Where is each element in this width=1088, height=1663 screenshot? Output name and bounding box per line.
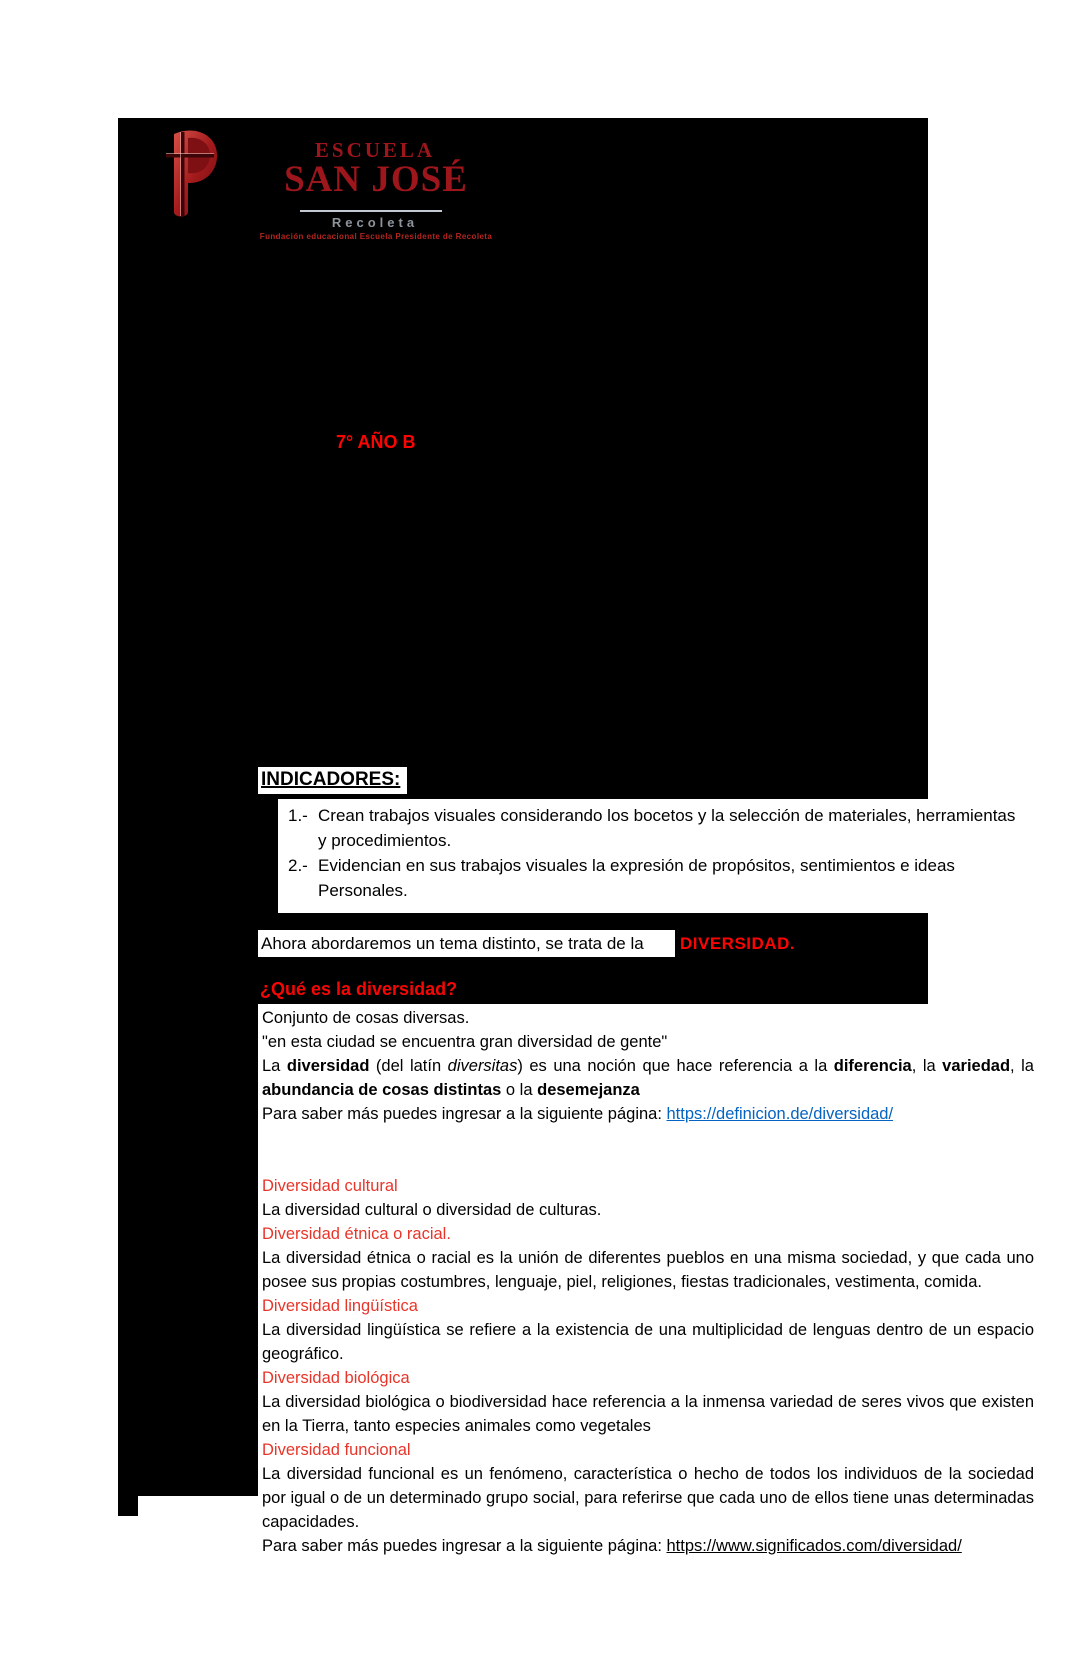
school-name: SAN JOSÉ bbox=[284, 159, 468, 200]
diversidad-highlight: DIVERSIDAD. bbox=[680, 934, 796, 953]
intro-sentence: Ahora abordaremos un tema distinto, se trata de la bbox=[258, 930, 675, 957]
school-label: ESCUELA bbox=[314, 138, 436, 162]
list-item bbox=[278, 853, 1040, 903]
indicators-title: INDICADORES: bbox=[261, 769, 401, 790]
school-foundation-line: Fundación educacional Escuela Presidente de Recoleta bbox=[259, 232, 493, 241]
school-logo bbox=[160, 126, 493, 241]
question-heading: ¿Qué es la diversidad? bbox=[260, 979, 458, 999]
school-location: Recoleta bbox=[331, 215, 419, 230]
definicion-link[interactable]: https://definicion.de/diversidad/ bbox=[666, 1105, 894, 1123]
list-item-number: 2.- bbox=[288, 856, 308, 875]
blank-space bbox=[262, 1126, 1034, 1174]
definition-paragraph: La diversidad (del latín diversitas) es una noción que hace referencia a la diferencia, la variedad, la abundancia de cosas distintas o la desemejanza bbox=[262, 1057, 1034, 1099]
more-info-line: Para saber más puedes ingresar a la siguiente página: https://www.significados.com/diversidad/ bbox=[262, 1537, 962, 1555]
list-item-text: Evidencian en sus trabajos visuales la expresión de propósitos, sentimientos e ideas Personales. bbox=[318, 856, 955, 900]
section-heading: Diversidad biológica bbox=[262, 1369, 410, 1387]
logo-divider bbox=[300, 210, 442, 212]
section-heading: Diversidad étnica o racial. bbox=[262, 1225, 451, 1243]
section-body: La diversidad cultural o diversidad de culturas. bbox=[262, 1201, 602, 1219]
section-body: La diversidad lingüística se refiere a la existencia de una multiplicidad de lenguas dentro de un espacio geográfico. bbox=[262, 1321, 1034, 1363]
content-box bbox=[258, 1004, 1040, 1609]
section-body: La diversidad étnica o racial es la unión de diferentes pueblos en una misma sociedad, y que cada uno posee sus propias costumbres, lenguaje, piel, religiones, fiestas tradicionales, vestimenta, comida. bbox=[262, 1249, 1034, 1291]
indicators-title-box bbox=[258, 767, 407, 794]
section-heading: Diversidad lingüística bbox=[262, 1297, 418, 1315]
definition-line: Conjunto de cosas diversas. bbox=[262, 1009, 470, 1027]
list-item bbox=[278, 803, 1040, 853]
section-body: La diversidad biológica o biodiversidad hace referencia a la inmensa variedad de seres vivos que existen en la Tierra, tanto especies animales como vegetales bbox=[262, 1393, 1034, 1435]
document-page bbox=[118, 118, 1034, 1555]
section-heading: Diversidad funcional bbox=[262, 1441, 411, 1459]
definition-quote: "en esta ciudad se encuentra gran diversidad de gente" bbox=[262, 1033, 668, 1051]
more-info-line: Para saber más puedes ingresar a la siguiente página: https://definicion.de/diversidad/ bbox=[262, 1105, 894, 1123]
list-item-text: Crean trabajos visuales considerando los bocetos y la selección de materiales, herramientas y procedimientos. bbox=[318, 806, 1016, 850]
significados-link[interactable]: https://www.significados.com/diversidad/ bbox=[666, 1537, 962, 1555]
list-item-number: 1.- bbox=[288, 806, 308, 825]
page-edge-stub bbox=[118, 1496, 138, 1516]
grade-label: 7° AÑO B bbox=[336, 432, 416, 452]
school-crest-icon bbox=[160, 128, 222, 220]
section-heading: Diversidad cultural bbox=[262, 1177, 398, 1195]
indicators-list bbox=[278, 799, 1040, 913]
section-body: La diversidad funcional es un fenómeno, característica o hecho de todos los individuos de la sociedad por igual o de un determinado grupo social, para referirse que cada uno de ellos tiene unas determinadas capacidades. bbox=[262, 1465, 1034, 1531]
